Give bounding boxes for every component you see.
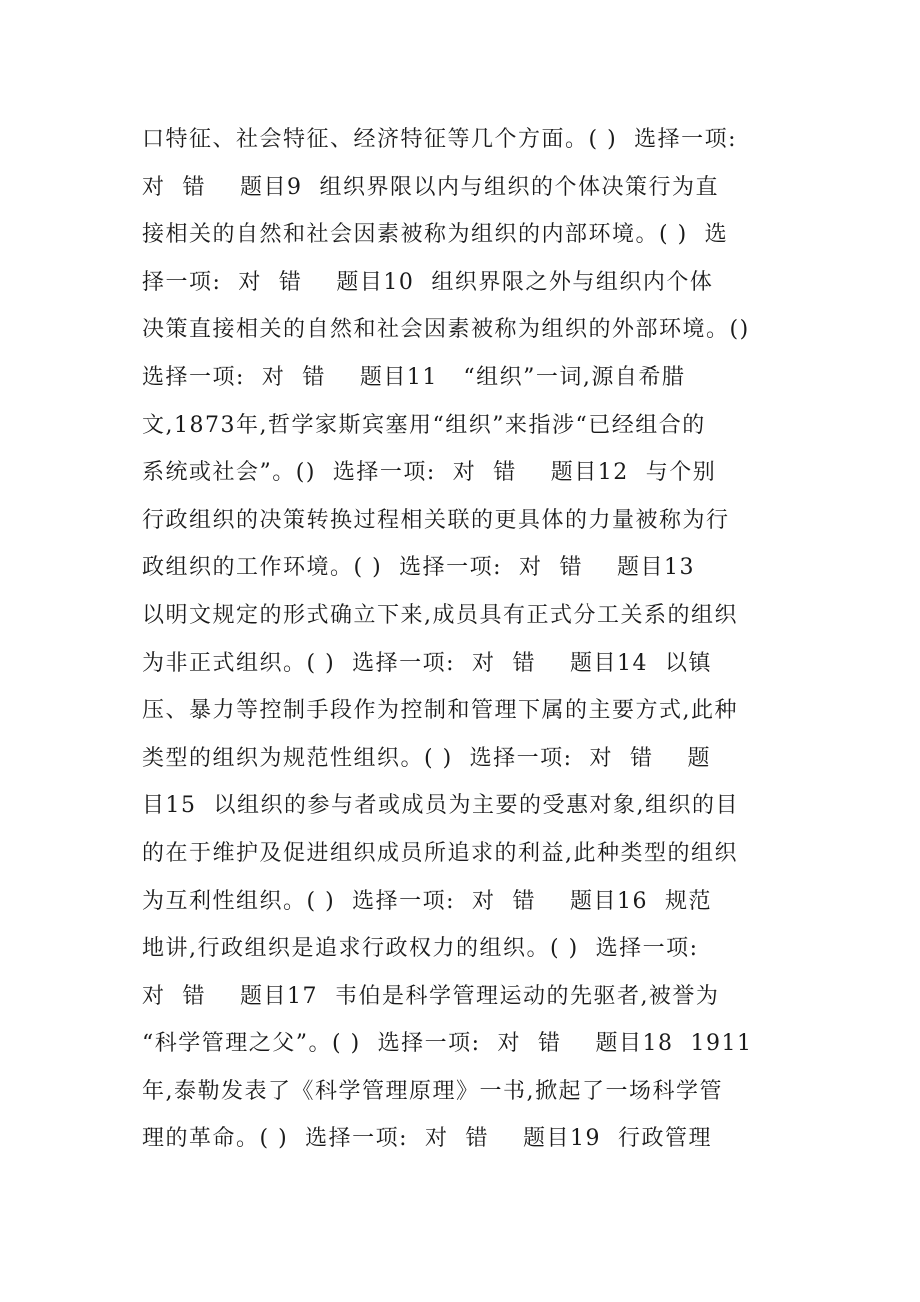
text-line: 的在于维护及促进组织成员所追求的利益,此种类型的组织	[142, 840, 738, 866]
document-body	[142, 116, 832, 1163]
text-line: 目15 以组织的参与者或成员为主要的受惠对象,组织的目	[142, 793, 739, 819]
text-line: 以明文规定的形式确立下来,成员具有正式分工关系的组织	[142, 602, 738, 628]
text-line: 类型的组织为规范性组织。( ) 选择一项: 对 错 题	[142, 745, 712, 771]
text-line: 地讲,行政组织是追求行政权力的组织。( ) 选择一项:	[142, 936, 699, 962]
text-line: 系统或社会”。() 选择一项: 对 错 题目12 与个别	[142, 460, 717, 486]
text-line: 选择一项: 对 错 题目11 “组织”一词,源自希腊	[142, 364, 686, 390]
text-line: 理的革命。( ) 选择一项: 对 错 题目19 行政管理	[142, 1126, 712, 1152]
text-line: 为非正式组织。( ) 选择一项: 对 错 题目14 以镇	[142, 650, 712, 676]
text-line: 年,泰勒发表了《科学管理原理》一书,掀起了一场科学管	[142, 1078, 723, 1104]
text-line: 择一项: 对 错 题目10 组织界限之外与组织内个体	[142, 269, 714, 295]
text-line: 行政组织的决策转换过程相关联的更具体的力量被称为行	[142, 507, 730, 533]
text-line: 压、暴力等控制手段作为控制和管理下属的主要方式,此种	[142, 698, 738, 724]
text-line: 决策直接相关的自然和社会因素被称为组织的外部环境。()	[142, 317, 750, 343]
text-line: 对 错 题目17 韦伯是科学管理运动的先驱者,被誉为	[142, 983, 720, 1009]
text-line: 口特征、社会特征、经济特征等几个方面。( ) 选择一项:	[142, 127, 738, 152]
text-line: “科学管理之父”。( ) 选择一项: 对 错 题目18 1911	[142, 1031, 753, 1057]
text-line: 为互利性组织。( ) 选择一项: 对 错 题目16 规范	[142, 888, 712, 914]
text-line: 接相关的自然和社会因素被称为组织的内部环境。( ) 选	[142, 222, 729, 248]
text-line: 文,1873年,哲学家斯宾塞用“组织”来指涉“已经组合的	[142, 412, 706, 438]
text-line: 政组织的工作环境。( ) 选择一项: 对 错 题目13	[142, 555, 695, 581]
text-line: 对 错 题目9 组织界限以内与组织的个体决策行为直	[142, 174, 719, 200]
